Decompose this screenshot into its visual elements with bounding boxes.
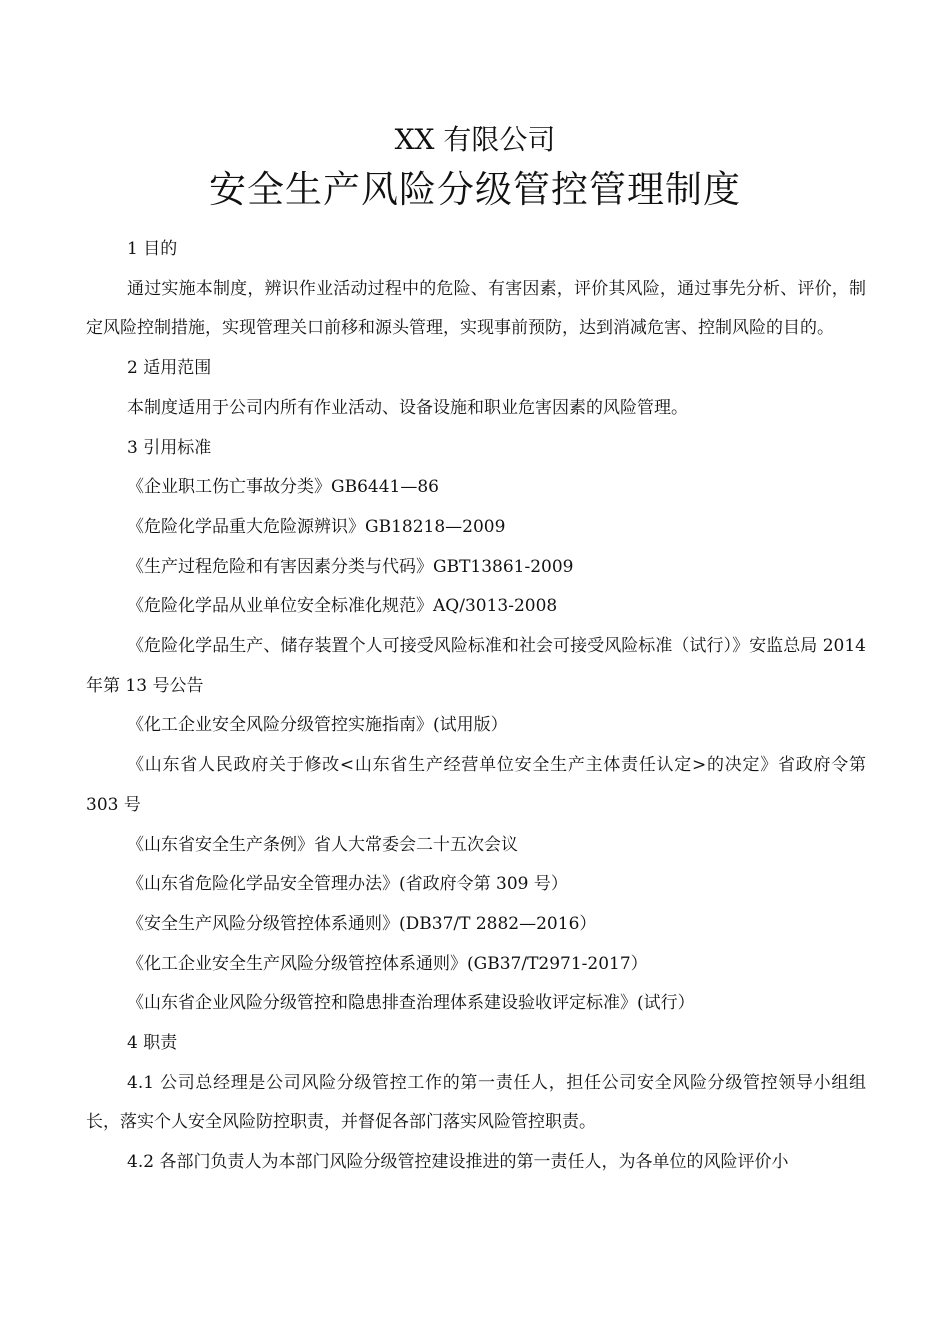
section-body-scope: 本制度适用于公司内所有作业活动、设备设施和职业危害因素的风险管理。 bbox=[127, 397, 688, 418]
section-heading-scope: 2 适用范围 bbox=[127, 358, 212, 379]
reference-item: 《化工企业安全生产风险分级管控体系通则》(GB37/T2971-2017） bbox=[127, 953, 648, 974]
section-heading-references: 3 引用标准 bbox=[127, 437, 212, 458]
section-heading-responsibilities: 4 职责 bbox=[127, 1033, 178, 1054]
reference-item: 《安全生产风险分级管控体系通则》(DB37/T 2882—2016） bbox=[127, 913, 597, 934]
reference-item: 《山东省人民政府关于修改<山东省生产经营单位安全生产主体责任认定>的决定》省政府令第 303 号 bbox=[86, 755, 866, 815]
reference-item: 《化工企业安全风险分级管控实施指南》(试用版） bbox=[127, 715, 508, 736]
reference-item: 《山东省危险化学品安全管理办法》(省政府令第 309 号） bbox=[127, 874, 568, 895]
reference-item: 《危险化学品从业单位安全标准化规范》AQ/3013-2008 bbox=[127, 596, 558, 617]
responsibility-item: 4.1 公司总经理是公司风险分级管控工作的第一责任人，担任公司安全风险分级管控领导小组组长，落实个人安全风险防控职责，并督促各部门落实风险管控职责。 bbox=[86, 1072, 866, 1133]
reference-item: 《生产过程危险和有害因素分类与代码》GBT13861-2009 bbox=[127, 556, 574, 577]
section-body-purpose: 通过实施本制度，辨识作业活动过程中的危险、有害因素，评价其风险，通过事先分析、评价，制定风险控制措施，实现管理关口前移和源头管理，实现事前预防，达到消减危害、控制风险的目的。 bbox=[86, 278, 866, 339]
section-heading-purpose: 1 目的 bbox=[127, 239, 178, 259]
reference-item: 《危险化学品重大危险源辨识》GB18218—2009 bbox=[127, 516, 506, 537]
reference-item: 《企业职工伤亡事故分类》GB6441—86 bbox=[127, 477, 439, 498]
reference-item: 《危险化学品生产、储存装置个人可接受风险标准和社会可接受风险标准（试行）》安监总局 2014 年第 13 号公告 bbox=[86, 636, 866, 696]
responsibility-item: 4.2 各部门负责人为本部门风险分级管控建设推进的第一责任人，为各单位的风险评价小 bbox=[127, 1152, 789, 1173]
document-title: 安全生产风险分级管控管理制度 bbox=[209, 168, 741, 211]
document-body bbox=[86, 230, 866, 1183]
reference-item: 《山东省企业风险分级管控和隐患排查治理体系建设验收评定标准》(试行） bbox=[127, 993, 695, 1014]
reference-item: 《山东省安全生产条例》省人大常委会二十五次会议 bbox=[127, 834, 518, 855]
company-name: XX 有限公司 bbox=[394, 123, 556, 156]
